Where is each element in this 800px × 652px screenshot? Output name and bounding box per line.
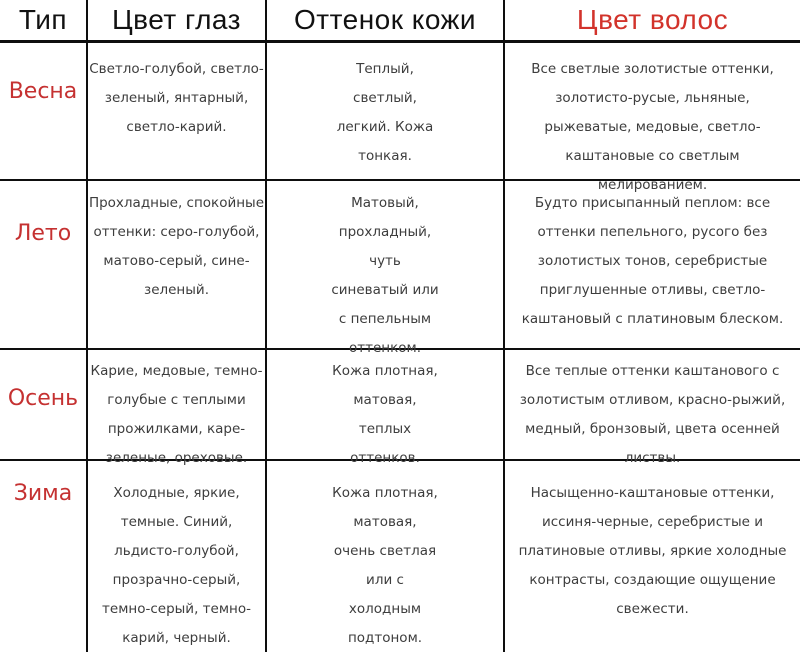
season-label-autumn: Осень [0, 350, 88, 461]
season-label-spring: Весна [0, 43, 88, 181]
cell-winter-eyes: Холодные, яркие, темные. Синий, льдисто-голубой, прозрачно-серый, темно-серый, темно- карий, черный. [88, 461, 267, 652]
cell-summer-eyes: Прохладные, спокойные оттенки: серо-голубой, матово-серый, сине- зеленый. [88, 181, 267, 350]
col-header-type: Тип [0, 0, 88, 43]
col-header-skin-tone: Оттенок кожи [267, 0, 505, 43]
col-header-hair-color: Цвет волос [505, 0, 800, 43]
col-header-eye-color: Цвет глаз [88, 0, 267, 43]
cell-spring-skin: Теплый, светлый, легкий. Кожа тонкая. [267, 43, 505, 181]
season-label-winter: Зима [0, 461, 88, 652]
cell-spring-hair: Все светлые золотистые оттенки, золотисто-русые, льняные, рыжеватые, медовые, светло- каштановые со светлым мелированием. [505, 43, 800, 181]
cell-winter-hair: Насыщенно-каштановые оттенки, иссиня-черные, серебристые и платиновые отливы, яркие холодные контрасты, создающие ощущение свежести. [518, 485, 787, 617]
cell-autumn-hair: Все теплые оттенки каштанового с золотистым отливом, красно-рыжий, медный, бронзовый, цвета осенней листвы. [505, 350, 800, 461]
cell-winter-skin: Кожа плотная, матовая, очень светлая или с холодным подтоном. [267, 461, 505, 652]
cell-autumn-eyes: Карие, медовые, темно- голубые с теплыми прожилками, каре- зеленые, ореховые. [88, 350, 267, 461]
cell-spring-eyes: Светло-голубой, светло- зеленый, янтарный, светло-карий. [88, 43, 267, 181]
cell-summer-hair: Будто присыпанный пеплом: все оттенки пепельного, русого без золотистых тонов, серебристые приглушенные отливы, светло- каштановый с платиновым блеском. [505, 181, 800, 350]
cell-autumn-skin: Кожа плотная, матовая, теплых оттенков. [267, 350, 505, 461]
season-label-summer: Лето [0, 181, 88, 350]
cell-summer-skin: Матовый, прохладный, чуть синеватый или с пепельным оттенком. [267, 181, 505, 350]
